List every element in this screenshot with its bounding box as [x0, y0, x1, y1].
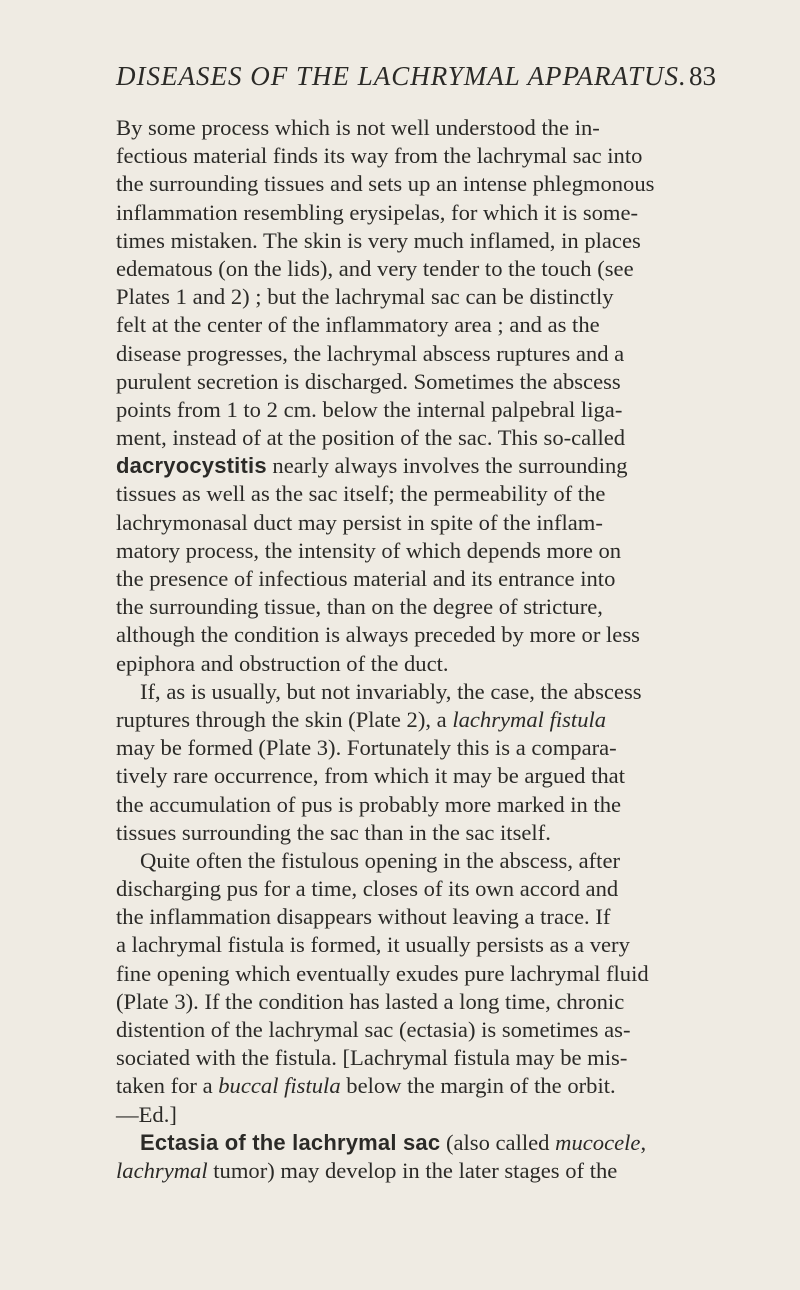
- running-title: DISEASES OF THE LACHRYMAL APPARATUS.: [116, 61, 687, 91]
- text-line: fine opening which eventually exudes pure lachrymal fluid: [116, 960, 649, 986]
- text-line: the surrounding tissues and sets up an intense phlegmonous: [116, 171, 655, 197]
- text-line: matory process, the intensity of which depends more on: [116, 537, 622, 563]
- text-line: Quite often the fistulous opening in the abscess, after: [140, 847, 620, 873]
- text-line: Plates 1 and 2) ; but the lachrymal sac can be distinctly: [116, 284, 614, 310]
- text-line: Ectasia of the lachrymal sac (also called mucocele,: [140, 1129, 647, 1155]
- term-lachrymal-fistula: lachrymal fistula: [452, 706, 607, 732]
- term-buccal-fistula: buccal fistula: [218, 1073, 341, 1099]
- term-mucocele: mucocele: [555, 1129, 641, 1155]
- text-line: ruptures through the skin (Plate 2), a lachrymal fistula: [116, 706, 607, 732]
- text-line: purulent secretion is discharged. Sometimes the abscess: [116, 368, 621, 394]
- text-line: lachrymonasal duct may persist in spite of the inflam-: [116, 509, 603, 535]
- text-line: sociated with the fistula. [Lachrymal fistula may be mis-: [116, 1045, 628, 1071]
- page-number: 83: [689, 61, 716, 91]
- heading-ectasia: Ectasia of the lachrymal sac: [140, 1129, 441, 1155]
- text-line: the presence of infectious material and its entrance into: [116, 566, 616, 591]
- term-dacryocystitis: dacryocystitis: [116, 453, 267, 479]
- text-line: the surrounding tissue, than on the degree of stricture,: [116, 594, 603, 620]
- text-line: epiphora and obstruction of the duct.: [116, 650, 449, 676]
- text-line: distention of the lachrymal sac (ectasia) is sometimes as-: [116, 1017, 631, 1042]
- text-line: inflammation resembling erysipelas, for which it is some-: [116, 199, 639, 225]
- text-line: dacryocystitis nearly always involves the surrounding: [116, 453, 628, 479]
- text-line: By some process which is not well understood the in-: [116, 115, 600, 140]
- text-line: a lachrymal fistula is formed, it usually persists as a very: [116, 932, 630, 958]
- text-line: taken for a buccal fistula below the margin of the orbit.: [116, 1073, 616, 1099]
- text-line: (Plate 3). If the condition has lasted a long time, chronic: [116, 988, 625, 1014]
- text-line: discharging pus for a time, closes of its own accord and: [116, 876, 619, 902]
- text-line: —Ed.]: [116, 1101, 177, 1127]
- body-text: [116, 114, 724, 1185]
- text-line: may be formed (Plate 3). Fortunately this is a compara-: [116, 735, 617, 761]
- text-line: tissues surrounding the sac than in the sac itself.: [116, 819, 551, 845]
- text-line: edematous (on the lids), and very tender to the touch (see: [116, 255, 634, 281]
- text-line: although the condition is always preceded by more or less: [116, 622, 640, 648]
- text-line: tively rare occurrence, from which it may be argued that: [116, 763, 625, 789]
- text-line: felt at the center of the inflammatory area ; and as the: [116, 312, 600, 338]
- text-line: disease progresses, the lachrymal abscess ruptures and a: [116, 340, 625, 366]
- text-line: points from 1 to 2 cm. below the internal palpebral liga-: [116, 396, 623, 422]
- text-line: ment, instead of at the position of the sac. This so-called: [116, 425, 626, 451]
- term-lachrymal: lachrymal: [116, 1157, 208, 1183]
- text-line: fectious material finds its way from the lachrymal sac into: [116, 143, 643, 169]
- text-line: the accumulation of pus is probably more marked in the: [116, 791, 622, 817]
- text-line: lachrymal tumor) may develop in the later stages of the: [116, 1157, 618, 1183]
- text-line: If, as is usually, but not invariably, the case, the abscess: [140, 678, 642, 704]
- running-head: [116, 58, 716, 98]
- text-line: times mistaken. The skin is very much inflamed, in places: [116, 227, 641, 253]
- text-line: tissues as well as the sac itself; the permeability of the: [116, 481, 606, 507]
- text-line: the inflammation disappears without leaving a trace. If: [116, 904, 611, 930]
